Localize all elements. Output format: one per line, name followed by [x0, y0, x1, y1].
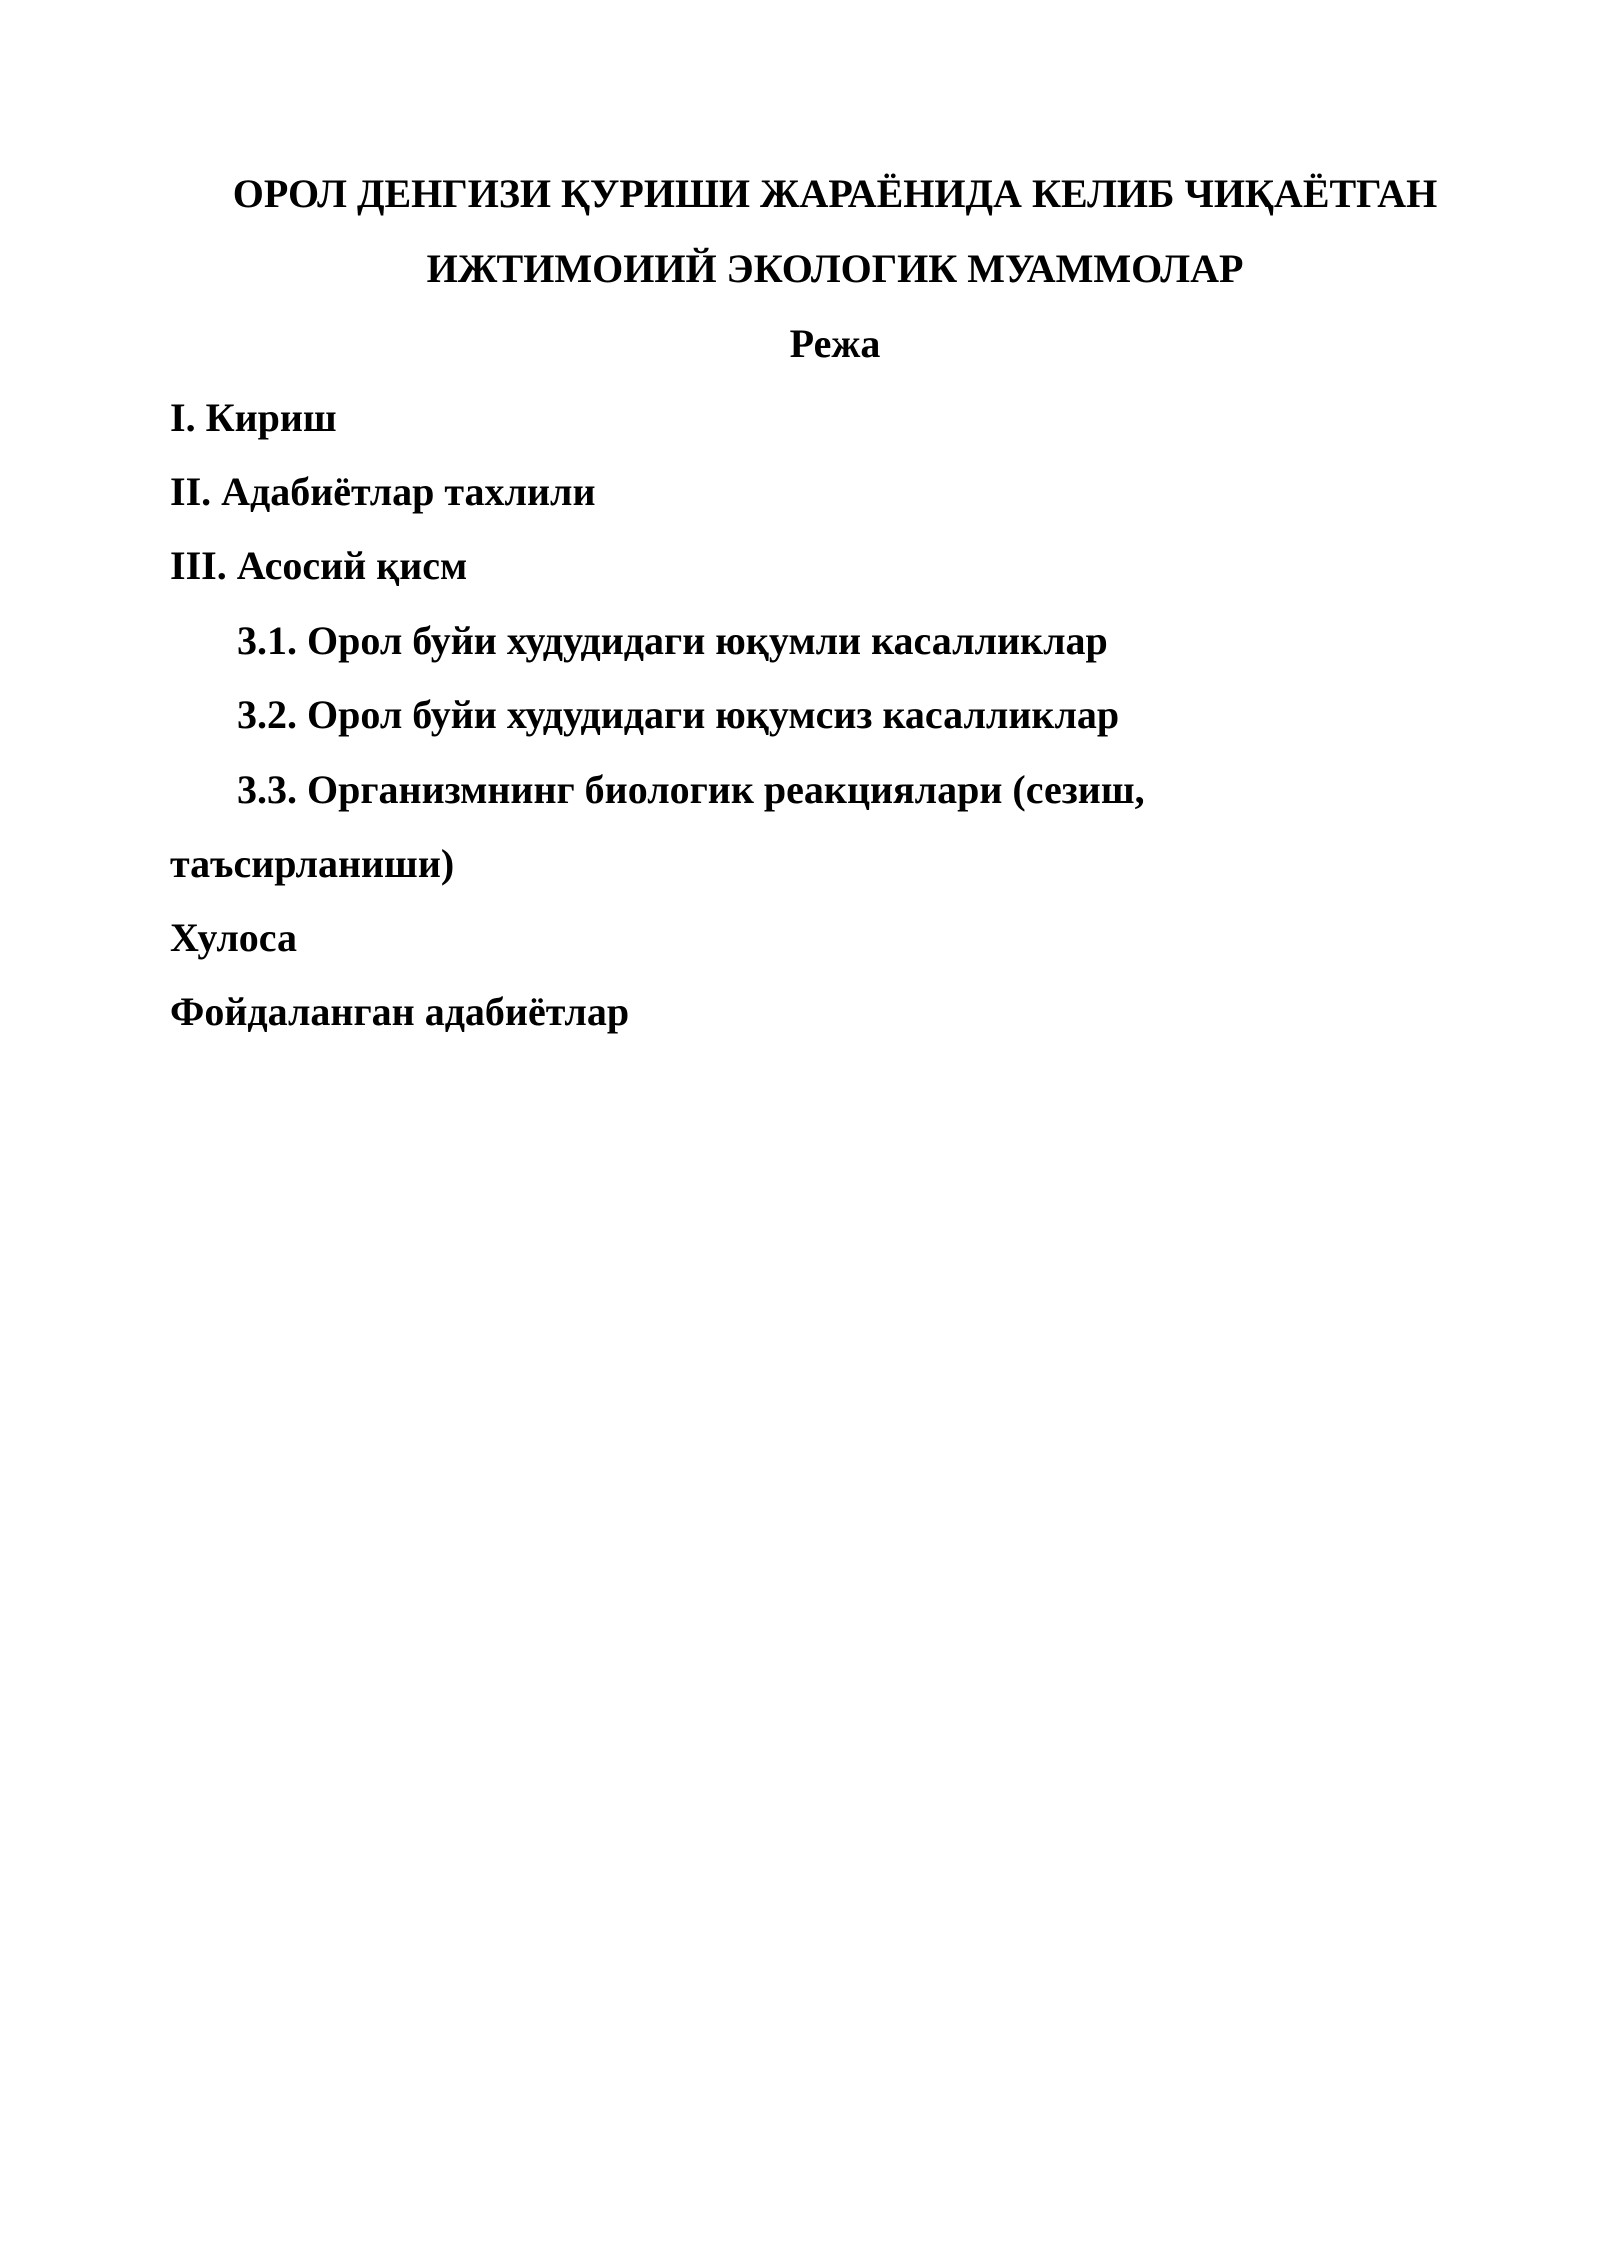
toc-item-3-3: 3.3. Организмнинг биологик реакциялари (сезиш, — [237, 767, 1145, 812]
toc-item-3-1: 3.1. Орол буйи худудидаги юқумли касалликлар — [237, 618, 1108, 663]
document-title-line-1: ОРОЛ ДЕНГИЗИ ҚУРИШИ ЖАРАЁНИДА КЕЛИБ ЧИҚАЁТГАН — [232, 171, 1438, 216]
toc-item-literature-review: II. Адабиётлар тахлили — [170, 469, 596, 514]
toc-item-references: Фойдаланган адабиётлар — [170, 989, 630, 1034]
toc-item-introduction: I. Кириш — [170, 395, 337, 440]
toc-item-3-3-continuation: таъсирланиши) — [170, 841, 455, 886]
toc-item-conclusion: Хулоса — [170, 915, 298, 960]
plan-heading: Режа — [789, 321, 881, 366]
toc-item-3-2: 3.2. Орол буйи худудидаги юқумсиз касалликлар — [237, 692, 1120, 737]
document-title-line-2: ИЖТИМОИИЙ ЭКОЛОГИК МУАММОЛАР — [426, 246, 1244, 291]
toc-item-main-part: III. Асосий қисм — [170, 543, 468, 588]
